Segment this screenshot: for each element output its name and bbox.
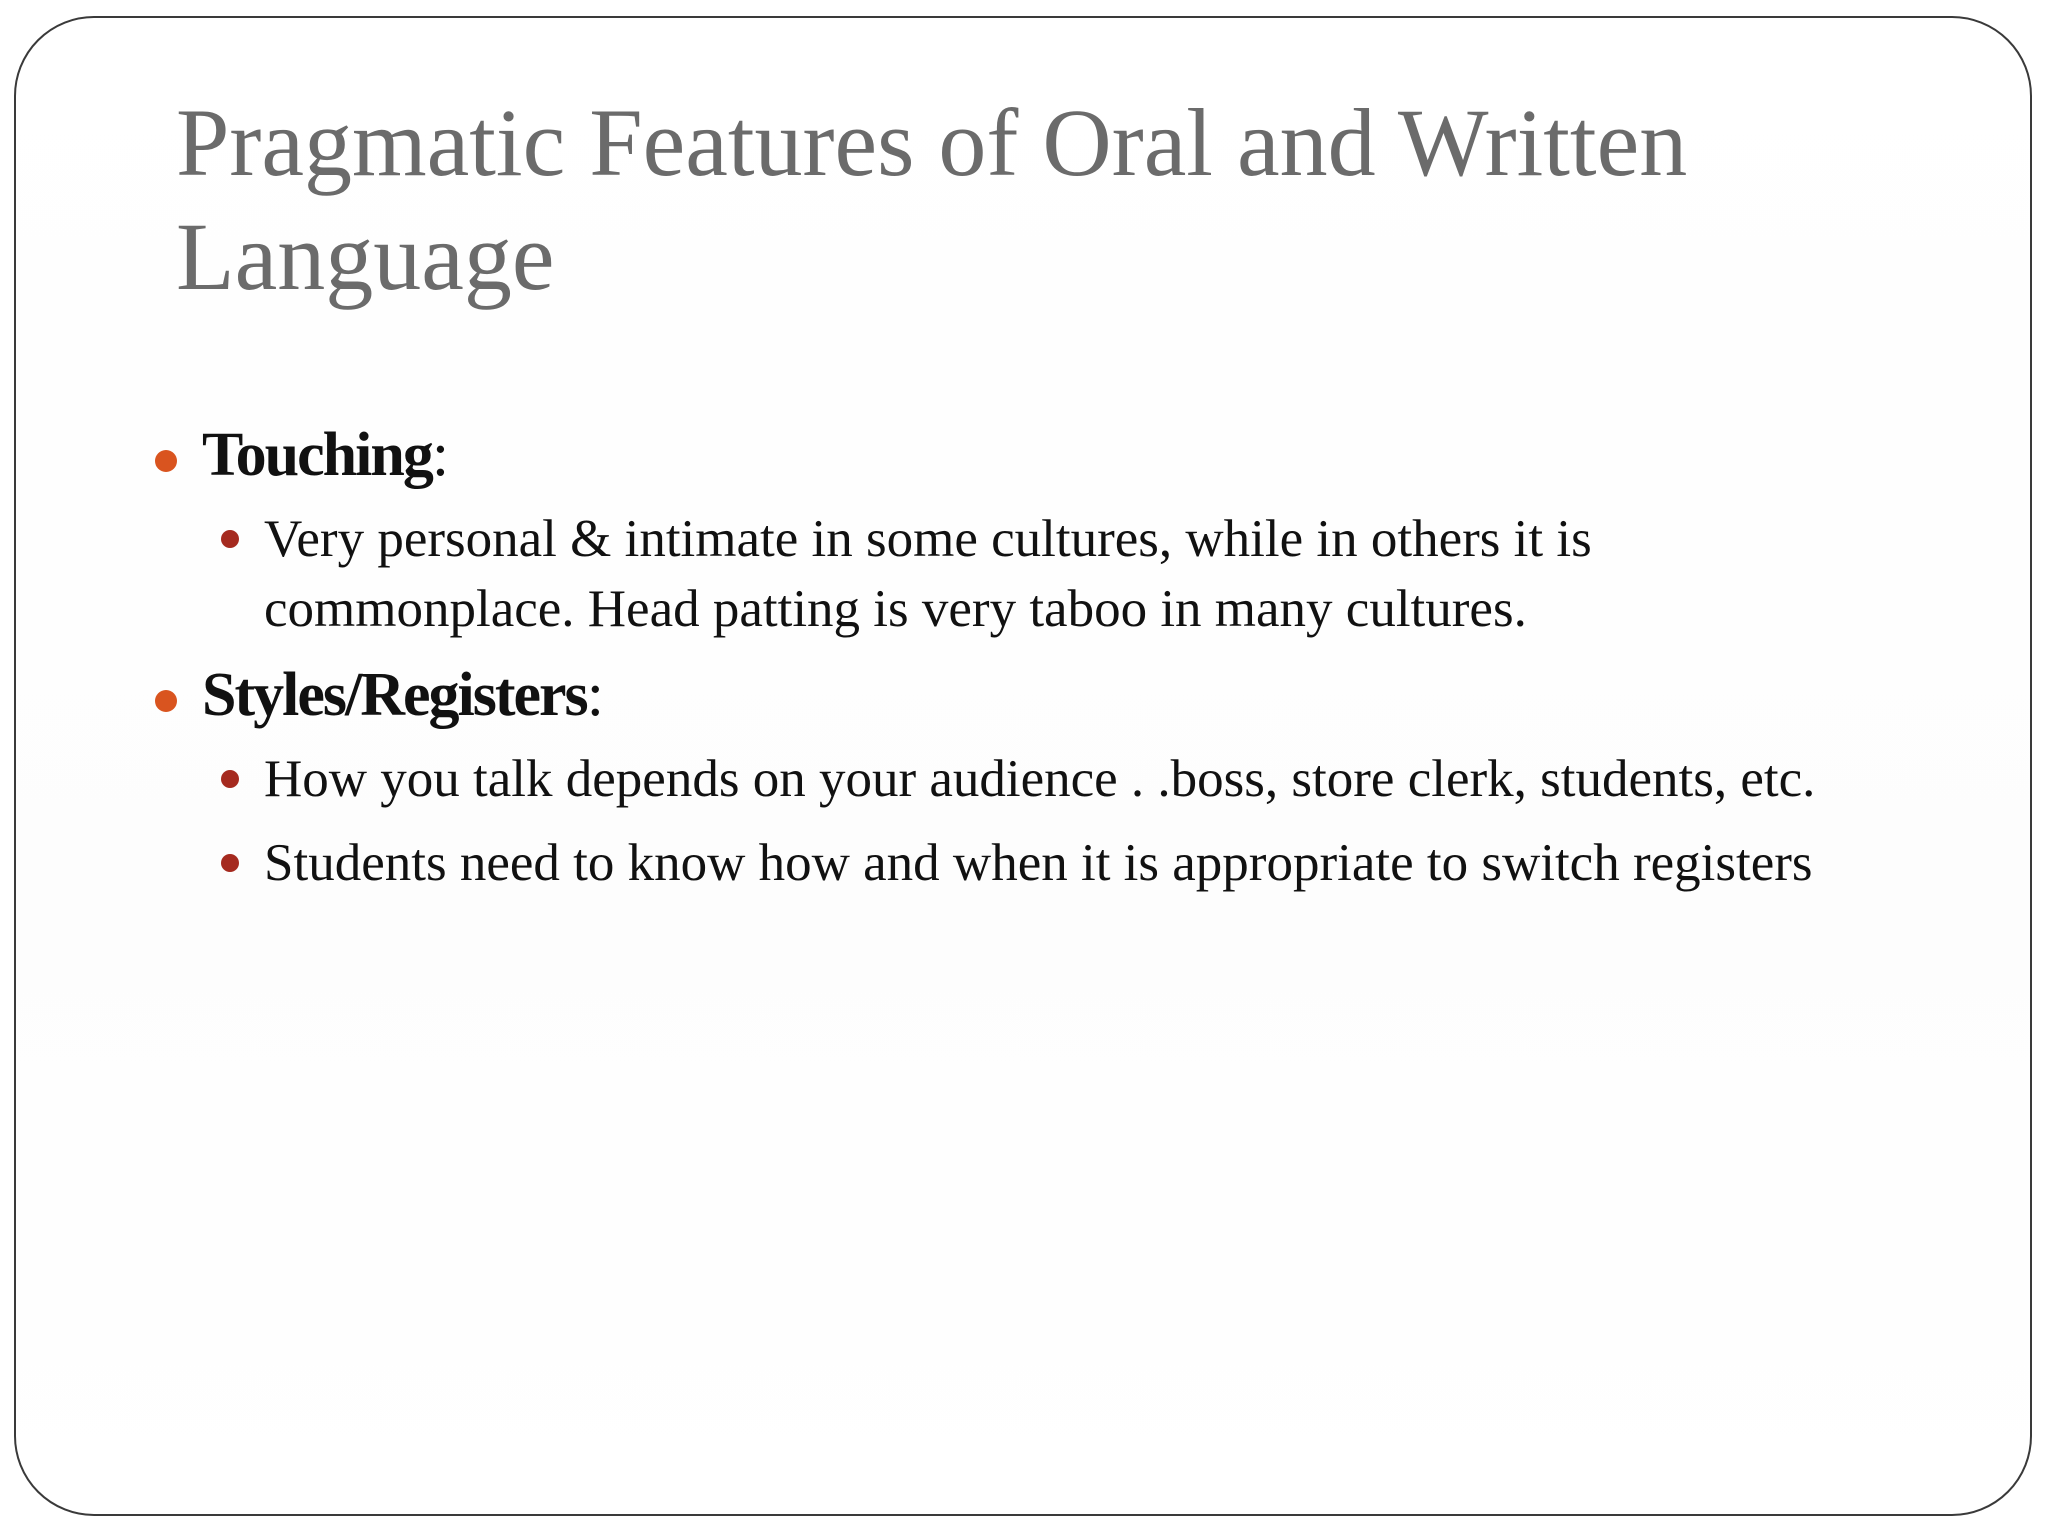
sub-bullet-dot-icon xyxy=(221,770,239,788)
slide-title: Pragmatic Features of Oral and Written Language xyxy=(176,89,1688,310)
sub-bullet-text: Students need to know how and when it is appropriate to switch registers xyxy=(264,834,1813,892)
sub-bullet-text: Very personal & intimate in some cultures, while in others it is commonplace. Head patting is very taboo in many cultures. xyxy=(264,510,1592,638)
sub-bullet-text: How you talk depends on your audience . .boss, store clerk, students, etc. xyxy=(264,750,1816,808)
bullet-item-touching xyxy=(202,418,2030,492)
sub-bullet-dot-icon xyxy=(221,854,239,872)
sub-bullet-item xyxy=(264,744,1884,814)
sub-bullet-item xyxy=(264,828,1884,898)
slide-content xyxy=(16,418,2030,898)
bullet-term: Styles/Registers xyxy=(202,661,587,729)
bullet-item-styles-registers xyxy=(202,658,2030,732)
bullet-term-suffix: : xyxy=(586,661,604,729)
bullet-dot-icon xyxy=(155,450,177,472)
bullet-term: Touching xyxy=(202,421,432,489)
bullet-term-suffix: : xyxy=(431,421,450,489)
sub-bullet-dot-icon xyxy=(221,530,239,548)
bullet-dot-icon xyxy=(155,690,177,712)
slide xyxy=(14,16,2032,1516)
sub-bullet-item xyxy=(264,504,1884,644)
